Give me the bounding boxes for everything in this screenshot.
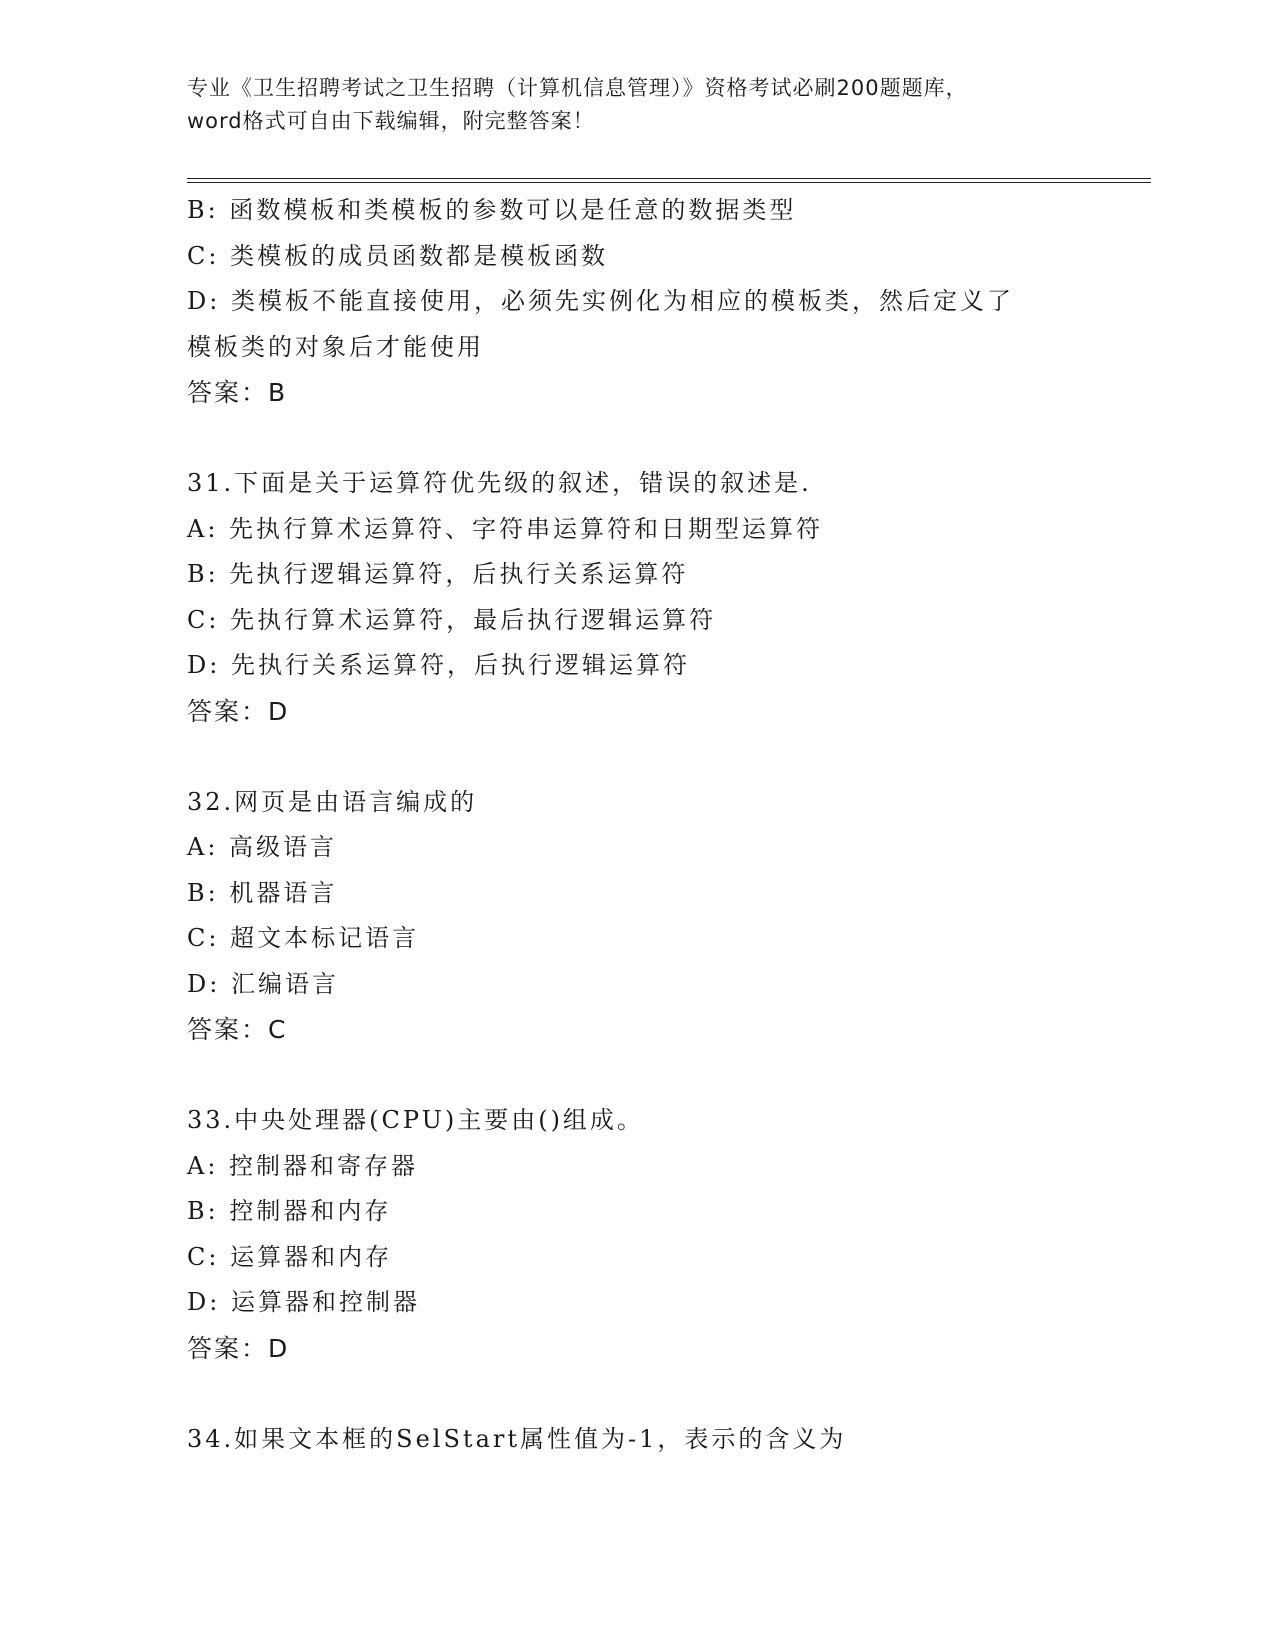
question-line: A: 控制器和寄存器	[187, 1151, 419, 1180]
question-line: B: 函数模板和类模板的参数可以是任意的数据类型	[187, 196, 797, 224]
question-content	[187, 188, 1107, 1462]
header-divider	[187, 178, 1151, 183]
question-line: 模板类的对象后才能使用	[187, 332, 484, 361]
question-line: 33.中央处理器(CPU)主要由()组成。	[187, 1106, 644, 1134]
question-line: 34.如果文本框的SelStart属性值为-1，表示的含义为	[187, 1424, 847, 1453]
question-line: A: 先执行算术运算符、字符串运算符和日期型运算符	[187, 514, 824, 543]
answer-line: 答案：D	[187, 696, 290, 726]
paragraph-gap	[187, 416, 1107, 462]
question-line: B: 控制器和内存	[187, 1197, 392, 1225]
question-line: D: 类模板不能直接使用，必须先实例化为相应的模板类，然后定义了	[187, 287, 1014, 315]
document-header	[187, 72, 1087, 138]
paragraph-gap	[187, 1053, 1107, 1099]
question-line: B: 先执行逻辑运算符，后执行关系运算符	[187, 560, 689, 588]
header-title-line-1: 专业《卫生招聘考试之卫生招聘（计算机信息管理）》资格考试必刷200题题库，	[187, 76, 968, 100]
question-line: 32.网页是由语言编成的	[187, 787, 478, 816]
question-line: B: 机器语言	[187, 878, 338, 907]
question-line: D: 先执行关系运算符，后执行逻辑运算符	[187, 651, 690, 679]
question-line: 31.下面是关于运算符优先级的叙述，错误的叙述是.	[187, 469, 812, 497]
question-line: D: 汇编语言	[187, 969, 339, 998]
paragraph-gap	[187, 734, 1107, 780]
question-line: C: 运算器和内存	[187, 1242, 393, 1271]
answer-line: 答案：B	[187, 378, 288, 407]
answer-line: 答案：C	[187, 1015, 288, 1044]
header-title-line-2: word格式可自由下载编辑，附完整答案！	[187, 109, 595, 133]
question-line: C: 超文本标记语言	[187, 924, 420, 952]
question-line: C: 类模板的成员函数都是模板函数	[187, 241, 609, 270]
question-line: D: 运算器和控制器	[187, 1288, 420, 1316]
paragraph-gap	[187, 1371, 1107, 1417]
answer-line: 答案：D	[187, 1333, 290, 1363]
question-line: C: 先执行算术运算符，最后执行逻辑运算符	[187, 605, 717, 634]
question-line: A: 高级语言	[187, 833, 338, 861]
